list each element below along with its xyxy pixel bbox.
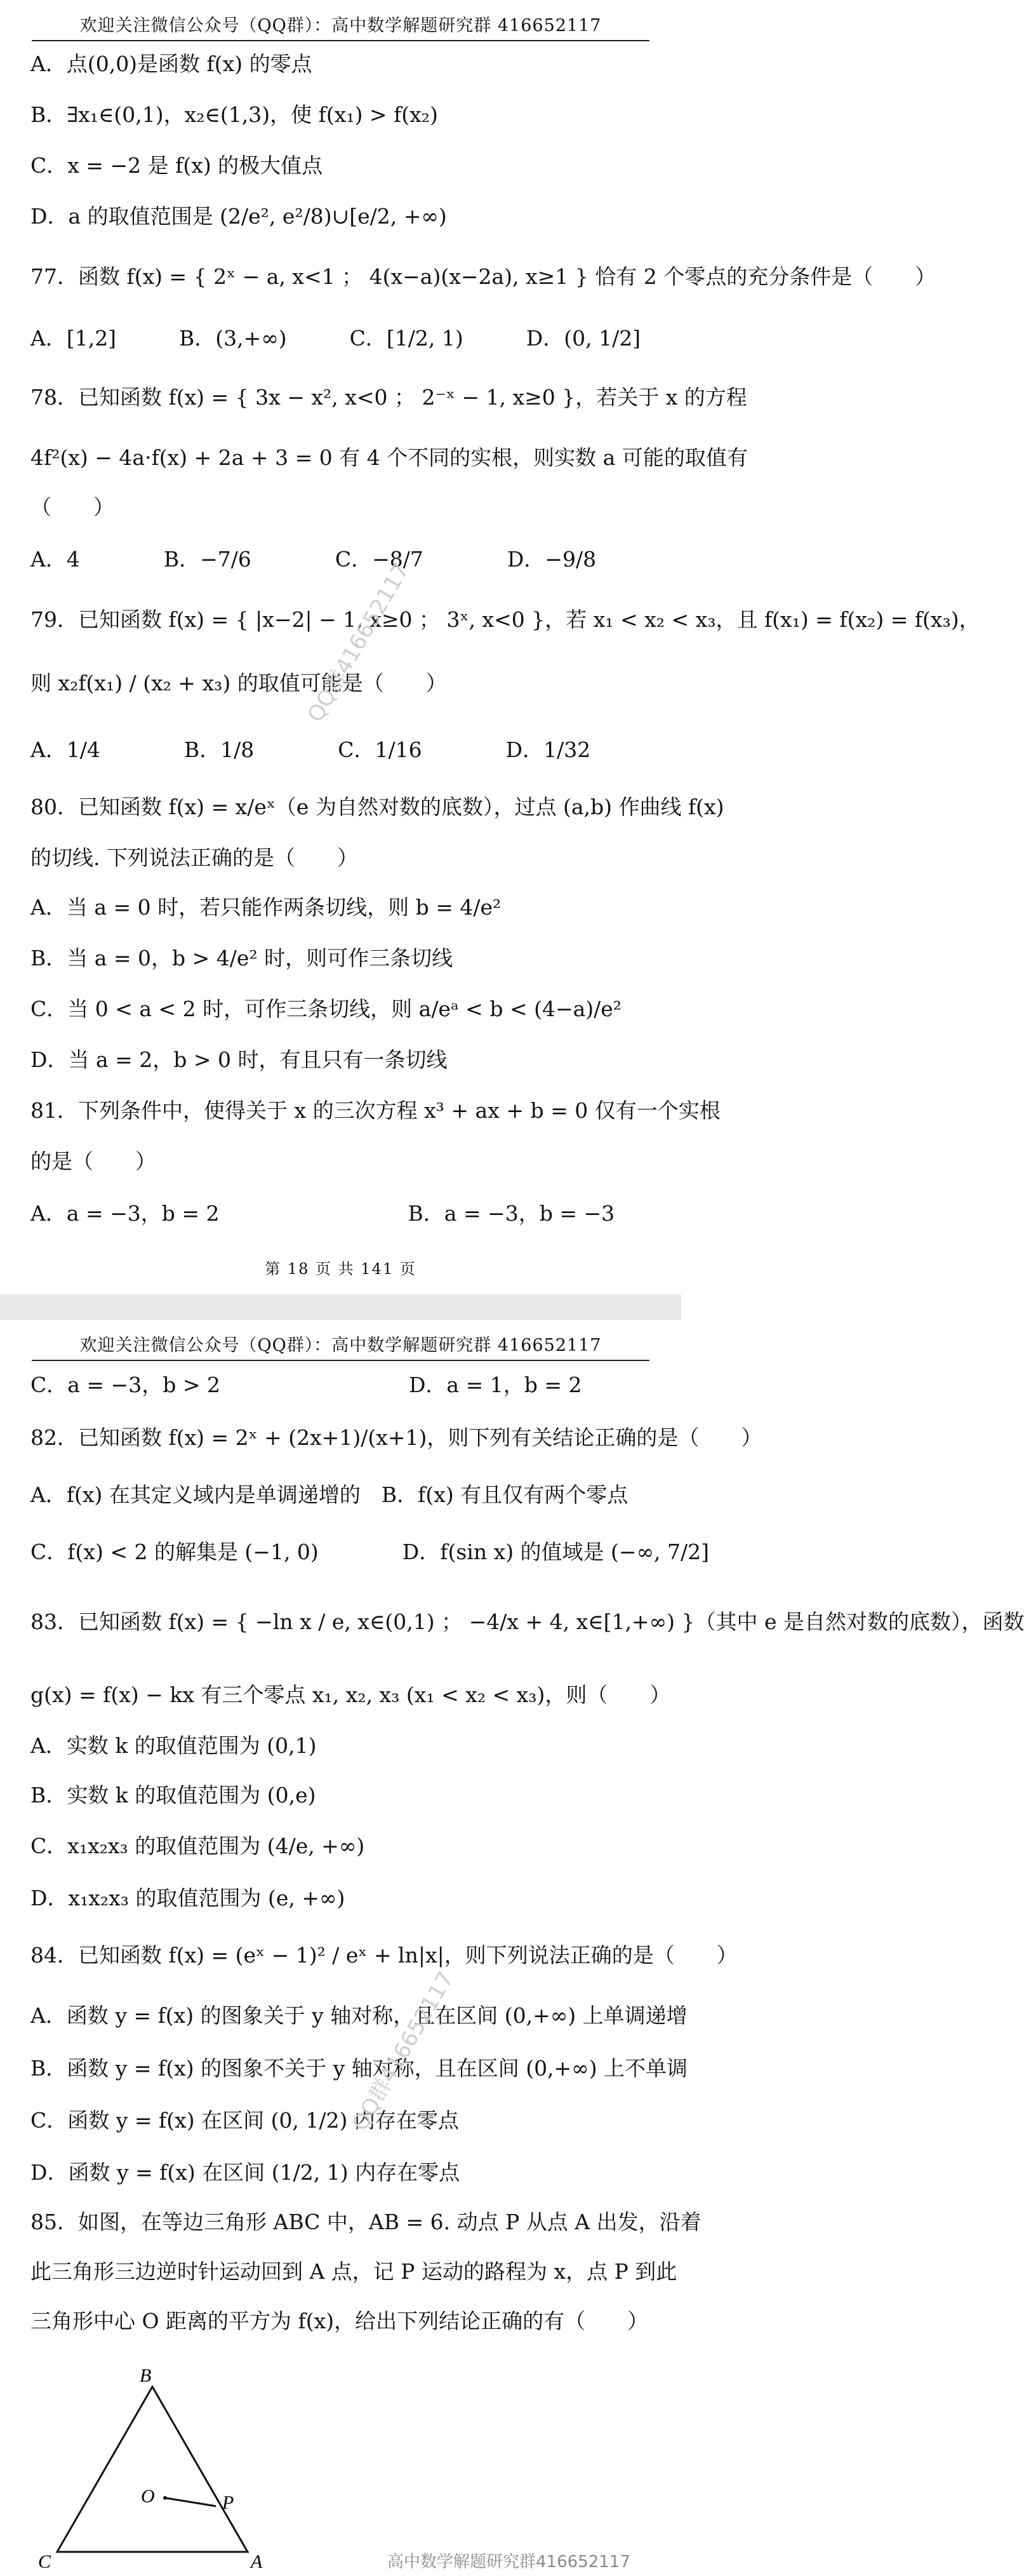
option-83-c: C．x₁x₂x₃ 的取值范围为 (4/e, +∞): [30, 1834, 365, 1858]
question-85-cont: 此三角形三边逆时针运动回到 A 点，记 P 运动的路程为 x，点 P 到此: [30, 2259, 677, 2284]
question-79-cont: 则 x₂f(x₁) / (x₂ + x₃) 的取值可能是（ ）: [30, 671, 447, 695]
label-c: C: [38, 2551, 51, 2572]
question-78-cont: 4f²(x) − 4a·f(x) + 2a + 3 = 0 有 4 个不同的实根，则实数 a 可能的取值有: [30, 445, 748, 470]
options-82-ab: A．f(x) 在其定义域内是单调递增的 B．f(x) 有且仅有两个零点: [30, 1482, 628, 1507]
question-83-cont: g(x) = f(x) − kx 有三个零点 x₁, x₂, x₃ (x₁ < x₂ < x₃)，则（ ）: [30, 1682, 671, 1707]
option-83-d: D．x₁x₂x₃ 的取值范围为 (e, +∞): [30, 1886, 345, 1910]
question-78-paren: （ ）: [30, 495, 114, 520]
option-84-b: B．函数 y = f(x) 的图象不关于 y 轴对称，且在区间 (0,+∞) 上不单调: [30, 2056, 688, 2081]
question-80: 80．已知函数 f(x) = x/eˣ（e 为自然对数的底数），过点 (a,b) 作曲线 f(x): [30, 795, 724, 819]
option-line: C．x = −2 是 f(x) 的极大值点: [30, 153, 323, 178]
options-79: A．1/4 B．1/8 C．1/16 D．1/32: [30, 737, 591, 762]
document-page-1: [0, 0, 980, 1294]
option-80-a: A．当 a = 0 时，若只能作两条切线，则 b = 4/e²: [30, 895, 502, 920]
question-78: 78．已知函数 f(x) = { 3x − x², x<0 ； 2⁻ˣ − 1, x≥0 }，若关于 x 的方程: [30, 385, 747, 410]
watermark: QQ群416652117: [347, 1967, 459, 2135]
triangle-figure: [32, 2361, 298, 2571]
options-77: A．[1,2] B．(3,+∞) C．[1/2, 1) D．(0, 1/2]: [30, 326, 641, 351]
options-81: A．a = −3，b = 2 B．a = −3，b = −3: [30, 1201, 615, 1226]
question-81-cont: 的是（ ）: [30, 1149, 156, 1174]
question-84: 84．已知函数 f(x) = (eˣ − 1)² / eˣ + ln|x|，则下列说法正确的是（ ）: [30, 1943, 738, 1968]
point-o: [163, 2496, 167, 2500]
option-84-d: D．函数 y = f(x) 在区间 (1/2, 1) 内存在零点: [30, 2160, 460, 2185]
question-83: 83．已知函数 f(x) = { −ln x / e, x∈(0,1) ； −4/x + 4, x∈[1,+∞) }（其中 e 是自然对数的底数），函数: [30, 1609, 1024, 1634]
question-82: 82．已知函数 f(x) = 2ˣ + (2x+1)/(x+1)，则下列有关结论正确的是（ ）: [30, 1425, 762, 1450]
question-79: 79．已知函数 f(x) = { |x−2| − 1, x≥0 ； 3ˣ, x<0 }，若 x₁ < x₂ < x₃，且 f(x₁) = f(x₂) = f(x₃)，: [30, 607, 980, 632]
option-84-c: C．函数 y = f(x) 在区间 (0, 1/2) 内存在零点: [30, 2108, 459, 2133]
option-line: A．点(0,0)是函数 f(x) 的零点: [30, 51, 312, 76]
option-83-a: A．实数 k 的取值范围为 (0,1): [30, 1733, 317, 1758]
page-footer: 第 18 页 共 141 页: [265, 1260, 416, 1278]
option-line: B．∃x₁∈(0,1)，x₂∈(1,3)，使 f(x₁) > f(x₂): [30, 102, 438, 127]
options-81-cont: C．a = −3，b > 2 D．a = 1，b = 2: [30, 1372, 582, 1397]
label-b: B: [140, 2365, 152, 2386]
option-83-b: B．实数 k 的取值范围为 (0,e): [30, 1783, 316, 1808]
label-o: O: [141, 2486, 155, 2507]
options-82-cd: C．f(x) < 2 的解集是 (−1, 0) D．f(sin x) 的值域是 (−∞, 7/2]: [30, 1540, 710, 1564]
brand-caption: 高中数学解题研究群416652117: [387, 2553, 630, 2572]
watermark: QQ群416652117: [302, 558, 415, 727]
option-line: D．a 的取值范围是 (2/e², e²/8)∪[e/2, +∞): [30, 204, 447, 229]
question-77: 77．函数 f(x) = { 2ˣ − a, x<1 ； 4(x−a)(x−2a), x≥1 } 恰有 2 个零点的充分条件是（ ）: [30, 264, 936, 289]
question-85-cont2: 三角形中心 O 距离的平方为 f(x)，给出下列结论正确的有（ ）: [30, 2309, 649, 2333]
label-a: A: [251, 2551, 263, 2572]
label-p: P: [222, 2492, 234, 2513]
triangle-abc: [57, 2387, 248, 2552]
segment-op: [165, 2498, 216, 2506]
question-80-cont: 的切线. 下列说法正确的是（ ）: [30, 845, 358, 870]
page-header: 欢迎关注微信公众号（QQ群）：高中数学解题研究群 416652117: [32, 1331, 649, 1361]
document-page-2: [0, 1320, 1024, 2576]
option-80-c: C．当 0 < a < 2 时，可作三条切线，则 a/eᵃ < b < (4−a)/e²: [30, 996, 622, 1021]
options-78: A．4 B．−7/6 C．−8/7 D．−9/8: [30, 547, 597, 572]
page-header: 欢迎关注微信公众号（QQ群）：高中数学解题研究群 416652117: [32, 11, 649, 41]
question-85: 85．如图，在等边三角形 ABC 中，AB = 6. 动点 P 从点 A 出发，沿着: [30, 2210, 702, 2234]
question-81: 81．下列条件中，使得关于 x 的三次方程 x³ + ax + b = 0 仅有一个实根: [30, 1098, 721, 1123]
page-gap: [0, 1294, 681, 1320]
option-80-b: B．当 a = 0，b > 4/e² 时，则可作三条切线: [30, 946, 453, 970]
option-84-a: A．函数 y = f(x) 的图象关于 y 轴对称，且在区间 (0,+∞) 上单调递增: [30, 2003, 688, 2028]
option-80-d: D．当 a = 2，b > 0 时，有且只有一条切线: [30, 1047, 448, 1072]
